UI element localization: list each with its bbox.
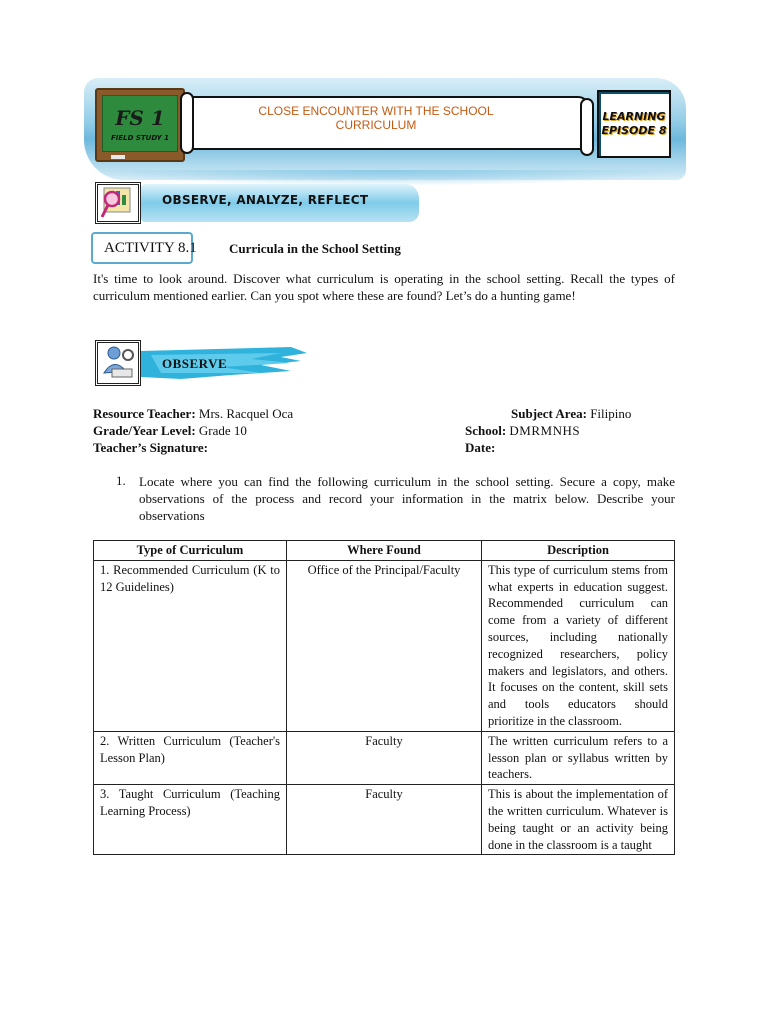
cell-description: The written curriculum refers to a lesson plan or syllabus written by teachers. <box>482 731 675 784</box>
grade-level-label: Grade/Year Level: <box>93 423 196 438</box>
observe-heading: OBSERVE <box>162 356 228 371</box>
scroll-roll-right <box>580 98 594 156</box>
school-field <box>465 422 580 439</box>
grade-level-value: Grade 10 <box>198 423 247 438</box>
header-type: Type of Curriculum <box>94 541 287 561</box>
instruction-text: Locate where you can find the following curriculum in the school setting. Secure a copy, make observations of the process and record your information in the matrix below. Describe your observations <box>139 474 675 523</box>
cell-type: 2. Written Curriculum (Teacher's Lesson Plan) <box>94 731 287 784</box>
resource-teacher-value: Mrs. Racquel Oca <box>198 406 294 421</box>
subject-area-value: Filipino <box>590 406 632 421</box>
subject-area-label: Subject Area: <box>511 406 587 421</box>
date-label: Date: <box>465 440 496 455</box>
activity-label: ACTIVITY 8.1 <box>104 240 197 256</box>
chalk-icon <box>111 155 125 159</box>
grade-level-field <box>93 422 247 439</box>
section-heading: OBSERVE, ANALYZE, REFLECT <box>162 193 369 207</box>
episode-line-2: EPISODE 8 <box>601 124 667 137</box>
cell-type: 1. Recommended Curriculum (K to 12 Guidelines) <box>94 560 287 731</box>
table-row <box>94 731 675 784</box>
episode-line-1: LEARNING <box>602 110 666 123</box>
intro-paragraph: It's time to look around. Discover what curriculum is operating in the school setting. Recall the types of curriculum mentioned earlier. Can you spot where these are found? Let’s do a hunting game! <box>93 271 675 303</box>
header-description: Description <box>482 541 675 561</box>
signature-label: Teacher’s Signature: <box>93 440 208 455</box>
subject-area-field <box>511 405 631 422</box>
curriculum-matrix <box>93 540 675 855</box>
signature-field <box>93 439 208 456</box>
table-row <box>94 785 675 855</box>
resource-teacher-field <box>93 405 293 422</box>
badge-subtitle: FIELD STUDY 1 <box>110 134 170 142</box>
banner-title: CLOSE ENCOUNTER WITH THE SCHOOL CURRICULUM <box>258 104 494 132</box>
reading-person-icon <box>95 340 141 386</box>
table-header-row <box>94 541 675 561</box>
badge-title: FS 1 <box>115 106 165 130</box>
scroll-roll-left <box>180 92 194 154</box>
cell-where: Faculty <box>287 785 482 855</box>
school-value: DMRMNHS <box>509 423 581 438</box>
instruction-number: 1. <box>116 473 126 488</box>
date-field <box>465 439 495 456</box>
header-where: Where Found <box>287 541 482 561</box>
fs1-chalkboard-badge <box>95 88 185 162</box>
magnifier-icon <box>95 182 141 224</box>
school-label: School: <box>465 423 507 438</box>
cell-where: Office of the Principal/Faculty <box>287 560 482 731</box>
episode-badge <box>597 90 671 158</box>
cell-description: This is about the implementation of the written curriculum. Whatever is being taught or an activity being done in the classroom is a taught <box>482 785 675 855</box>
cell-where: Faculty <box>287 731 482 784</box>
cell-description: This type of curriculum stems from what experts in education suggest. Recommended curriculum can come from a variety of different sources, including nationally recognized researchers, policy makers and legislators, and others. It focuses on the content, skill sets and tools educators should prioritize in the classroom. <box>482 560 675 731</box>
cell-type: 3. Taught Curriculum (Teaching Learning Process) <box>94 785 287 855</box>
activity-title: Curricula in the School Setting <box>229 241 401 256</box>
resource-teacher-label: Resource Teacher: <box>93 406 196 421</box>
table-row <box>94 560 675 731</box>
